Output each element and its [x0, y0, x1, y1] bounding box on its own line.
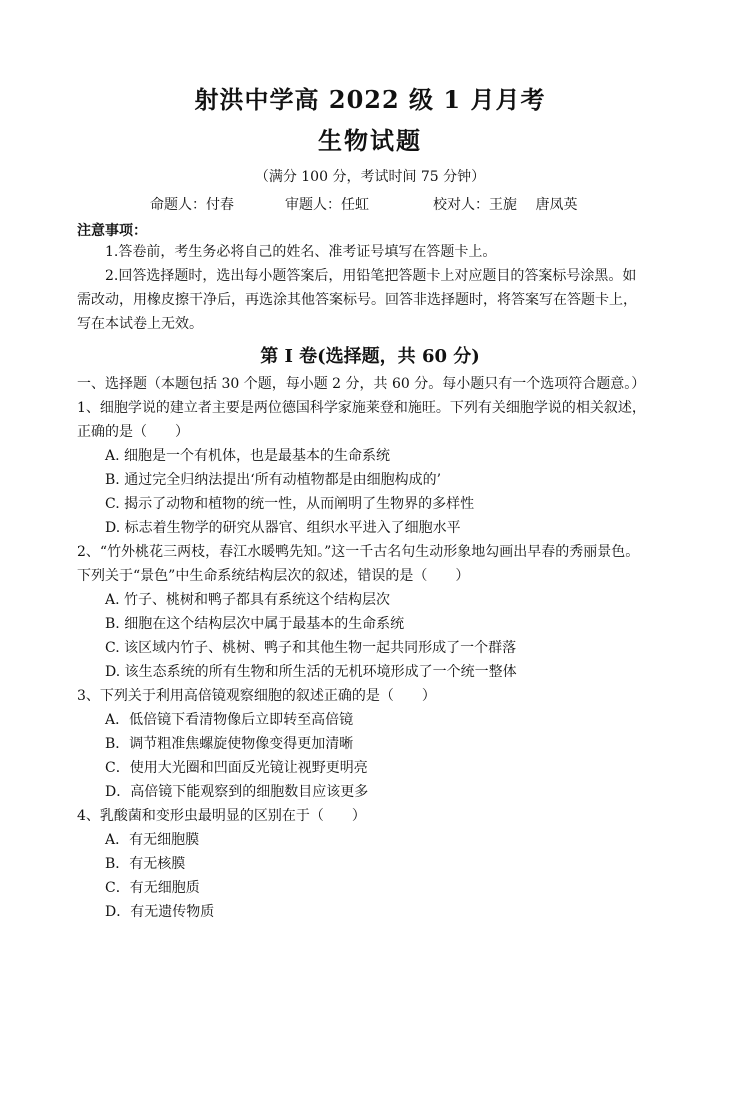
question-3-option-d: D．高倍镜下能观察到的细胞数目应该更多 — [105, 784, 369, 800]
question-2-stem-line-2: 下列关于“景色”中生命系统结构层次的叙述，错误的是（ ） — [77, 568, 470, 584]
section-intro: 一、选择题（本题包括 30 个题，每小题 2 分，共 60 分。每小题只有一个选项符合题意。） — [77, 376, 646, 392]
question-1-option-c: C. 揭示了动物和植物的统一性，从而阐明了生物界的多样性 — [105, 496, 475, 512]
question-2-option-c: C. 该区域内竹子、桃树、鸭子和其他生物一起共同形成了一个群落 — [105, 640, 517, 656]
author-setter: 命题人：付春 — [150, 197, 234, 213]
question-2-option-a: A. 竹子、桃树和鸭子都具有系统这个结构层次 — [105, 592, 391, 608]
question-3-option-c: C．使用大光圈和凹面反光镜让视野更明亮 — [105, 760, 368, 776]
question-4-option-c: C．有无细胞质 — [105, 880, 200, 896]
note-item-2-line-1: 2.回答选择题时，选出每小题答案后，用铅笔把答题卡上对应题目的答案标号涂黑。如 — [105, 268, 637, 284]
question-4-option-b: B．有无核膜 — [105, 856, 186, 872]
part-title: 第 I 卷(选择题，共 60 分) — [260, 346, 480, 367]
question-1-stem-line-1: 1、细胞学说的建立者主要是两位德国科学家施莱登和施旺。下列有关细胞学说的相关叙述， — [77, 400, 646, 416]
question-4-option-d: D．有无遗传物质 — [105, 904, 215, 920]
question-3-stem: 3、下列关于利用高倍镜观察细胞的叙述正确的是（ ） — [77, 688, 436, 704]
question-1-stem-line-2: 正确的是（ ） — [77, 424, 189, 440]
question-1-option-b: B. 通过完全归纳法提出‘所有动植物都是由细胞构成的’ — [105, 472, 442, 488]
exam-title: 射洪中学高 2022 级 1 月月考 — [194, 85, 546, 114]
exam-page — [0, 80, 737, 1100]
author-proofreader: 校对人：王旎 唐凤英 — [433, 197, 578, 213]
question-1-option-a: A. 细胞是一个有机体，也是最基本的生命系统 — [105, 448, 391, 464]
question-4-stem: 4、乳酸菌和变形虫最明显的区别在于（ ） — [77, 808, 366, 824]
question-2-option-b: B. 细胞在这个结构层次中属于最基本的生命系统 — [105, 616, 405, 632]
note-item-2-line-2: 需改动，用橡皮擦干净后，再选涂其他答案标号。回答非选择题时，将答案写在答题卡上， — [77, 292, 637, 308]
notes-title: 注意事项： — [77, 223, 147, 239]
question-2-option-d: D. 该生态系统的所有生物和所生活的无机环境形成了一个统一整体 — [105, 664, 517, 680]
question-3-option-a: A．低倍镜下看清物像后立即转至高倍镜 — [105, 712, 354, 728]
exam-subject: 生物试题 — [318, 126, 422, 155]
note-item-1: 1.答卷前，考生务必将自己的姓名、准考证号填写在答题卡上。 — [105, 244, 497, 260]
question-2-stem-line-1: 2、“竹外桃花三两枝，春江水暖鸭先知。”这一千古名句生动形象地勾画出早春的秀丽景色。 — [77, 544, 640, 560]
author-reviewer: 审题人：任虹 — [285, 197, 369, 213]
question-1-option-d: D. 标志着生物学的研究从器官、组织水平进入了细胞水平 — [105, 520, 461, 536]
authors-line — [77, 194, 663, 214]
question-4-option-a: A．有无细胞膜 — [105, 832, 200, 848]
note-item-2-line-3: 写在本试卷上无效。 — [77, 316, 203, 332]
exam-info: （满分 100 分，考试时间 75 分钟） — [254, 169, 486, 185]
question-3-option-b: B．调节粗准焦螺旋使物像变得更加清晰 — [105, 736, 354, 752]
